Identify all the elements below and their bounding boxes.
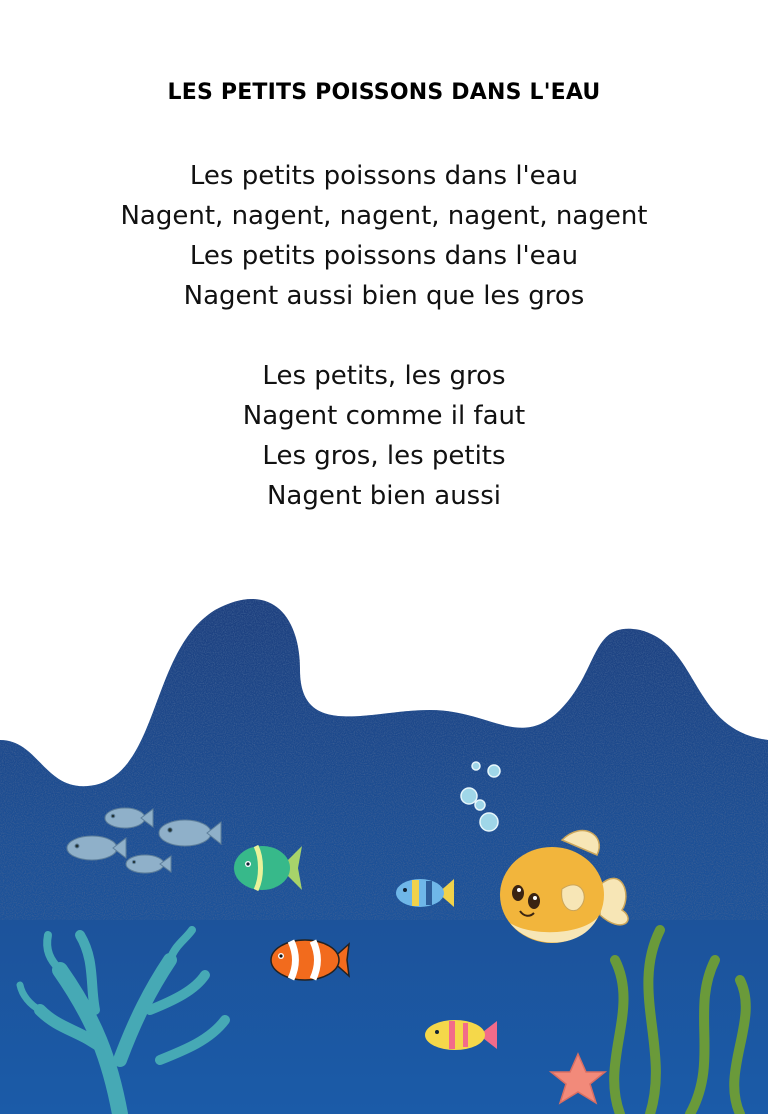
lyric-line: Les petits, les gros <box>262 361 506 391</box>
lyric-line: Les gros, les petits <box>262 441 506 471</box>
lyric-line: Les petits poissons dans l'eau <box>189 241 579 271</box>
lyric-line: Nagent, nagent, nagent, nagent, nagent <box>120 201 648 231</box>
lyric-line: Les petits poissons dans l'eau <box>189 161 579 191</box>
lyric-line: Nagent comme il faut <box>242 401 526 431</box>
verse-2 <box>0 356 768 516</box>
lyric-line: Nagent bien aussi <box>266 481 501 511</box>
lyric-line: Nagent aussi bien que les gros <box>183 281 585 311</box>
sea-illustration <box>0 590 768 1114</box>
page-title: LES PETITS POISSONS DANS L'EAU <box>167 80 601 105</box>
verse-1 <box>0 156 768 316</box>
